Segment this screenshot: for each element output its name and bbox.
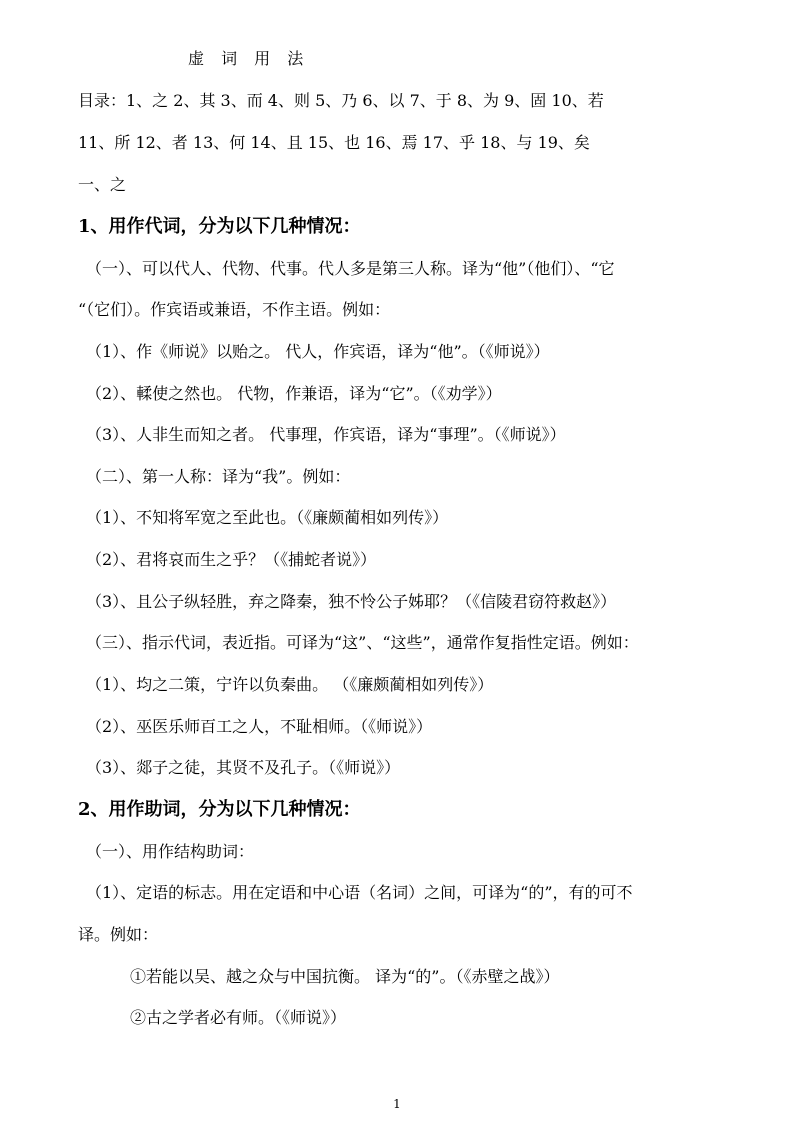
example-line: ②古之学者必有师。（《师说》） — [130, 1008, 347, 1027]
example-line: （3）、郯子之徒，其贤不及孔子。（《师说》） — [86, 758, 401, 777]
heading-particle-usage: 2、用作助词，分为以下几种情况： — [78, 799, 361, 820]
example-line: （3）、人非生而知之者。 代事理，作宾语，译为“事理”。（《师说》） — [86, 425, 566, 444]
paragraph-pronoun-1: （一）、可以代人、代物、代事。代人多是第三人称。译为“他”（他们）、“它 — [86, 259, 615, 278]
heading-pronoun-usage: 1、用作代词，分为以下几种情况： — [78, 216, 361, 237]
paragraph-demonstrative: （三）、指示代词，表近指。可译为“这”、“这些”，通常作复指性定语。例如： — [86, 633, 639, 652]
example-line: ①若能以吴、越之众与中国抗衡。 译为“的”。（《赤壁之战》） — [130, 967, 560, 986]
example-line: （3）、且公子纵轻胜，弃之降秦，独不怜公子姊耶？（《信陵君窃符救赵》） — [86, 592, 617, 611]
example-line: （2）、輮使之然也。 代物，作兼语，译为“它”。（《劝学》） — [86, 384, 502, 403]
table-of-contents-line-2: 11、所 12、者 13、何 14、且 15、也 16、焉 17、乎 18、与 19、矣 — [78, 133, 590, 152]
paragraph-structural-particle: （一）、用作结构助词： — [86, 842, 255, 861]
example-line: （1）、不知将军宽之至此也。（《廉颇蔺相如列传》） — [86, 508, 449, 527]
paragraph-first-person: （二）、第一人称：译为“我”。例如： — [86, 467, 351, 486]
paragraph-pronoun-1-cont: “（它们）。作宾语或兼语，不作主语。例如： — [78, 300, 391, 319]
example-line: （2）、巫医乐师百工之人，不耻相师。（《师说》） — [86, 717, 433, 736]
page-number: 1 — [393, 1097, 401, 1111]
paragraph-attributive-marker: （1）、定语的标志。用在定语和中心语（名词）之间，可译为“的”，有的可不 — [86, 883, 633, 902]
example-line: （2）、君将哀而生之乎？（《捕蛇者说》） — [86, 550, 377, 569]
section-heading-zhi: 一、之 — [78, 175, 127, 194]
example-line: （1）、作《师说》以贻之。 代人，作宾语，译为“他”。（《师说》） — [86, 342, 550, 361]
page-title: 虚 词 用 法 — [188, 49, 310, 68]
table-of-contents-line-1: 目录：1、之 2、其 3、而 4、则 5、乃 6、以 7、于 8、为 9、固 10、若 — [78, 91, 604, 110]
example-line: （1）、均之二策，宁许以负秦曲。 （《廉颇蔺相如列传》） — [86, 675, 494, 694]
paragraph-attributive-marker-cont: 译。例如： — [78, 925, 159, 944]
